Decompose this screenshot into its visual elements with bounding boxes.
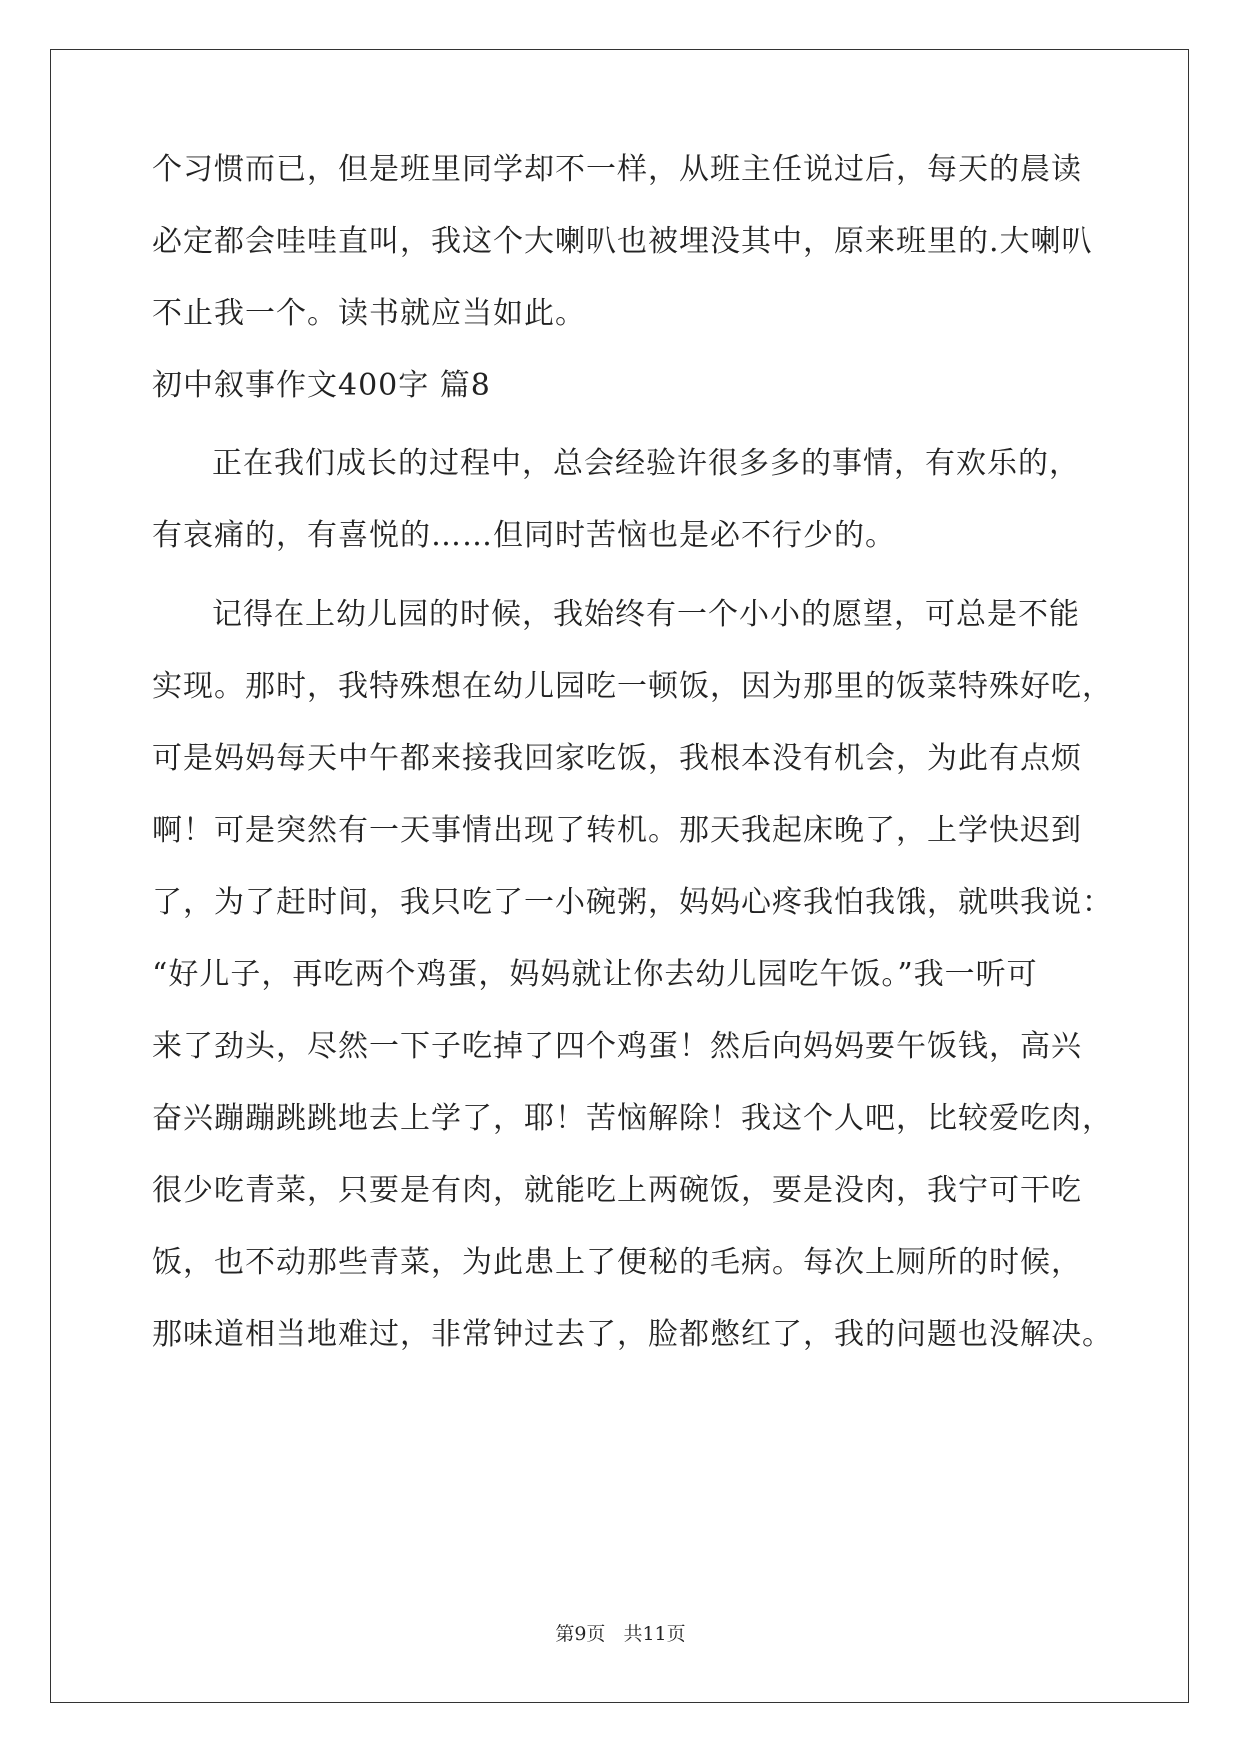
- paragraph-line: 来了劲头，尽然一下子吃掉了四个鸡蛋！然后向妈妈要午饭钱，高兴: [152, 1029, 1082, 1064]
- page-number: 第9页: [555, 1623, 606, 1645]
- paragraph-line: “好儿子，再吃两个鸡蛋，妈妈就让你去幼儿园吃午饭。”我一听可: [152, 957, 1038, 992]
- paragraph-line: 有哀痛的，有喜悦的……但同时苦恼也是必不行少的。: [152, 518, 896, 553]
- section-heading: 初中叙事作文400字 篇8: [152, 368, 491, 403]
- paragraph-line: 正在我们成长的过程中，总会经验许很多多的事情，有欢乐的，: [212, 446, 1080, 481]
- paragraph-line: 个习惯而已，但是班里同学却不一样，从班主任说过后，每天的晨读: [152, 152, 1082, 187]
- paragraph-line: 啊！可是突然有一天事情出现了转机。那天我起床晚了，上学快迟到: [152, 813, 1082, 848]
- paragraph-line: 可是妈妈每天中午都来接我回家吃饭，我根本没有机会，为此有点烦: [152, 741, 1082, 776]
- paragraph-line: 必定都会哇哇直叫，我这个大喇叭也被埋没其中，原来班里的.大喇叭: [152, 224, 1093, 259]
- paragraph-line: 饭，也不动那些青菜，为此患上了便秘的毛病。每次上厕所的时候，: [152, 1245, 1082, 1280]
- paragraph-line: 了，为了赶时间，我只吃了一小碗粥，妈妈心疼我怕我饿，就哄我说：: [152, 885, 1113, 920]
- paragraph-line: 记得在上幼儿园的时候，我始终有一个小小的愿望，可总是不能: [212, 597, 1080, 632]
- paragraph-line: 实现。那时，我特殊想在幼儿园吃一顿饭，因为那里的饭菜特殊好吃，: [152, 669, 1113, 704]
- page-footer: [0, 1622, 1241, 1646]
- paragraph-line: 奋兴蹦蹦跳跳地去上学了，耶！苦恼解除！我这个人吧，比较爱吃肉，: [152, 1101, 1113, 1136]
- paragraph-line: 很少吃青菜，只要是有肉，就能吃上两碗饭，要是没肉，我宁可干吃: [152, 1173, 1082, 1208]
- paragraph-line: 不止我一个。读书就应当如此。: [152, 296, 586, 331]
- paragraph-line: 那味道相当地难过，非常钟过去了，脸都憋红了，我的问题也没解决。: [152, 1317, 1113, 1352]
- page-total: 共11页: [623, 1623, 686, 1645]
